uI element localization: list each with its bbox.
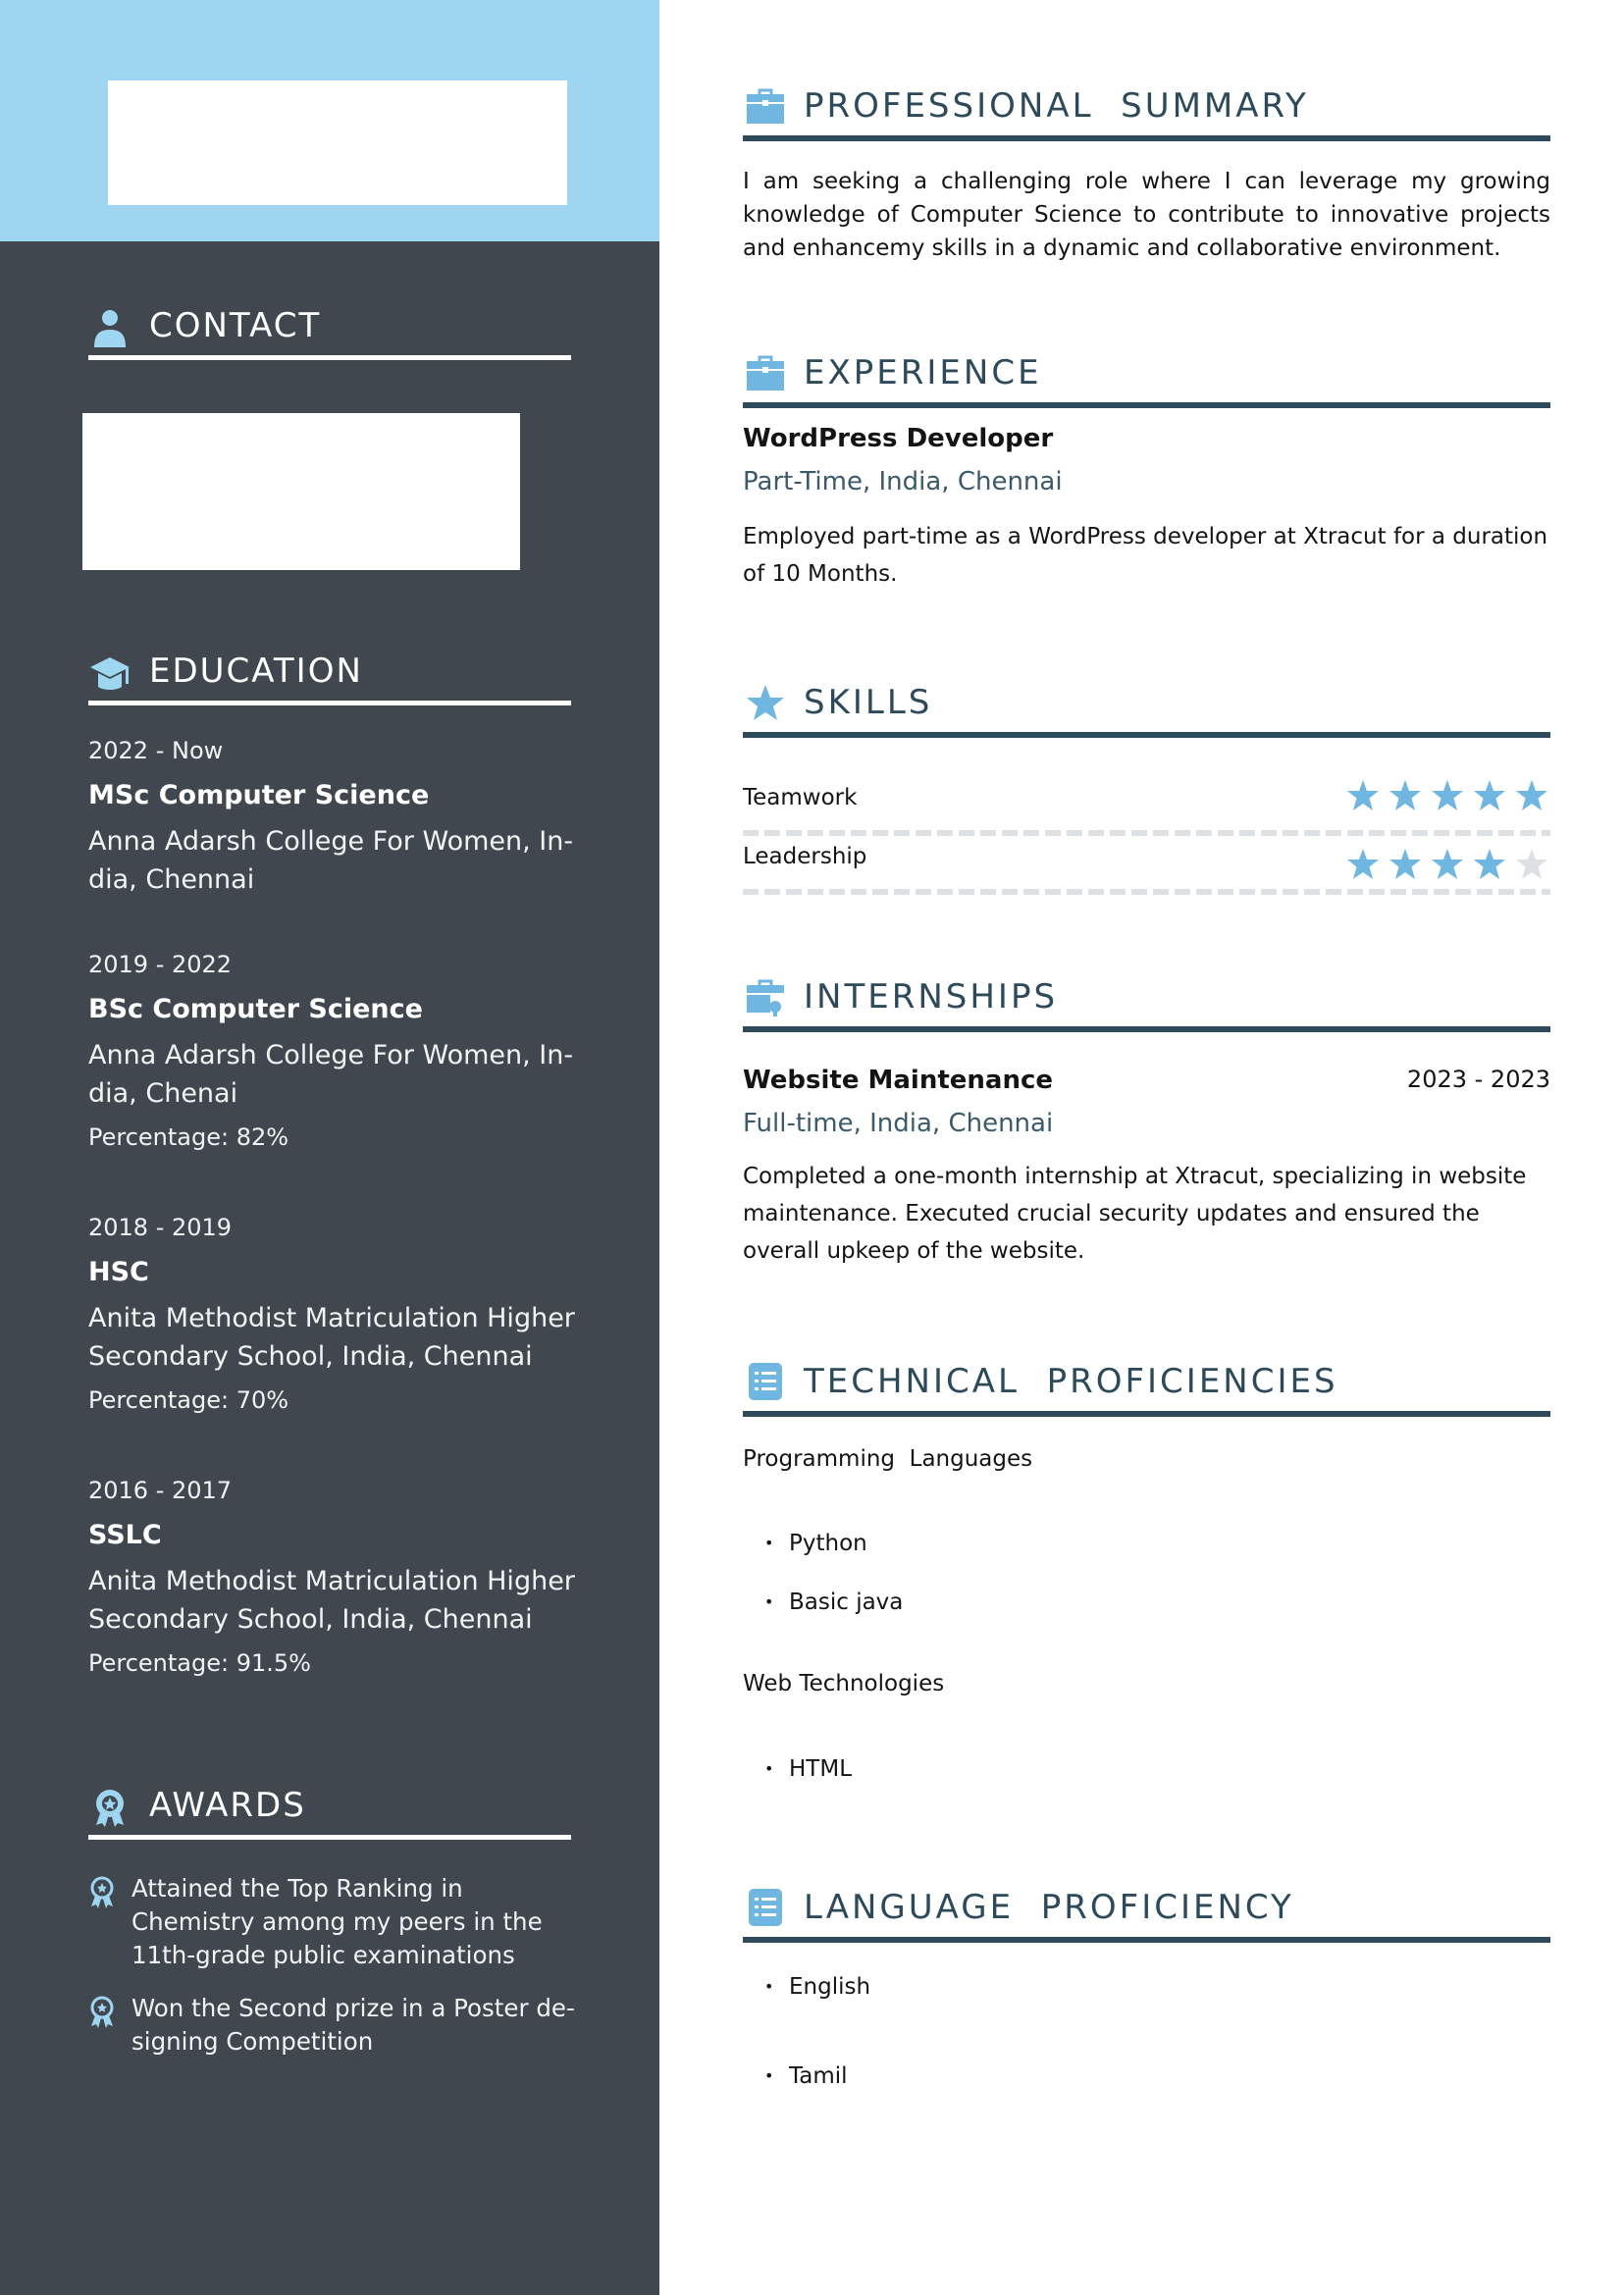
education-dates: 2016 - 2017: [88, 1477, 233, 1504]
heading-rule: [743, 402, 1550, 408]
list-icon: [746, 1888, 785, 1927]
education-percentage: Percentage: 82%: [88, 1123, 289, 1151]
tech-item: [767, 1588, 903, 1617]
tech-item: [767, 1529, 867, 1558]
skill-row: [743, 844, 1550, 903]
sidebar: [0, 0, 659, 2295]
internship-meta: Full-time, India, Chennai: [743, 1109, 1054, 1138]
education-degree: MSc Computer Science: [88, 780, 430, 810]
summary-text: I am seeking a challenging role where I can leverage my growing knowledge of Computer Science to contribute to innovative projects and enhancemy skills in a dynamic and collaborative environment.: [743, 169, 1550, 261]
star-filled-icon: [1431, 848, 1464, 881]
person-icon: [88, 306, 131, 349]
intern-briefcase-icon: [746, 977, 785, 1017]
education-degree: SSLC: [88, 1520, 162, 1550]
education-percentage: Percentage: 70%: [88, 1386, 289, 1414]
award-item: [88, 1872, 579, 1972]
heading-rule: [743, 1937, 1550, 1943]
briefcase-icon: [746, 353, 785, 392]
award-item: [88, 1992, 579, 2059]
star-filled-icon: [1431, 779, 1464, 812]
contact-heading: [88, 304, 571, 363]
contact-title: CONTACT: [149, 306, 322, 345]
experience-heading: [743, 351, 1550, 410]
star-filled-icon: [1388, 779, 1422, 812]
star-filled-icon: [1473, 848, 1506, 881]
name-placeholder-box: [108, 80, 567, 205]
award-text: Attained the Top Ranking in Chemistry among my peers in the 11th-grade public examinations: [131, 1874, 543, 1969]
summary-heading: [743, 84, 1550, 143]
star-filled-icon: [1346, 779, 1380, 812]
star-filled-icon: [1473, 779, 1506, 812]
tech-group-label: Web Technologies: [743, 1671, 945, 1696]
heading-rule: [743, 135, 1550, 141]
internships-title: INTERNSHIPS: [804, 977, 1059, 1017]
tech-item-text: Basic java: [789, 1590, 904, 1615]
language-heading: [743, 1886, 1550, 1945]
internship-dates: 2023 - 2023: [1406, 1066, 1550, 1093]
job-title: WordPress Developer: [743, 424, 1054, 453]
heading-rule: [743, 1411, 1550, 1417]
skills-title: SKILLS: [804, 683, 933, 722]
awards-title: AWARDS: [149, 1786, 306, 1825]
award-badge-icon: [88, 1996, 116, 2029]
education-school: Anita Methodist Matriculation Higher Secondary School, India, Chennai: [88, 1566, 575, 1635]
education-item: [88, 1213, 579, 1415]
education-item: [88, 736, 579, 899]
heading-rule: [88, 355, 571, 360]
tech-item-text: HTML: [789, 1756, 853, 1782]
education-item: [88, 1476, 579, 1678]
job-meta: Part-Time, India, Chennai: [743, 467, 1063, 496]
award-badge-icon: [88, 1876, 116, 1909]
briefcase-icon: [746, 86, 785, 126]
technical-heading: [743, 1360, 1550, 1419]
language-item: [767, 2061, 848, 2091]
heading-rule: [88, 701, 571, 705]
tech-item: [767, 1754, 852, 1784]
heading-rule: [743, 1026, 1550, 1032]
tech-item-text: Python: [789, 1531, 867, 1556]
language-title: LANGUAGE PROFICIENCY: [804, 1888, 1294, 1927]
education-dates: 2019 - 2022: [88, 951, 233, 978]
internships-heading: [743, 975, 1550, 1034]
skill-row: [743, 785, 1550, 844]
dashed-divider: [743, 830, 1550, 836]
job-description: Employed part-time as a WordPress developer at Xtracut for a duration of 10 Months.: [743, 524, 1548, 587]
heading-rule: [743, 732, 1550, 738]
dashed-divider: [743, 889, 1550, 895]
star-filled-icon: [1515, 779, 1548, 812]
graduation-cap-icon: [88, 652, 131, 695]
education-school: Anita Methodist Matriculation Higher Secondary School, India, Chennai: [88, 1303, 575, 1372]
technical-title: TECHNICAL PROFICIENCIES: [804, 1362, 1338, 1401]
language-item-text: English: [789, 1974, 871, 2000]
internship-description: Completed a one-month internship at Xtracut, specializing in website maintenance. Executed crucial security updates and ensured the overall upkeep of the website.: [743, 1164, 1527, 1264]
star-filled-icon: [1388, 848, 1422, 881]
star-empty-icon: [1515, 848, 1548, 881]
education-school: Anna Adarsh College For Women, In-dia, Chennai: [88, 826, 574, 895]
summary-title: PROFESSIONAL SUMMARY: [804, 86, 1309, 126]
language-item-text: Tamil: [789, 2063, 848, 2089]
education-degree: BSc Computer Science: [88, 994, 423, 1024]
language-item: [767, 1972, 870, 2002]
education-percentage: Percentage: 91.5%: [88, 1649, 311, 1677]
internship-title: Website Maintenance: [743, 1066, 1054, 1095]
experience-title: EXPERIENCE: [804, 353, 1042, 392]
contact-placeholder-box: [82, 413, 520, 570]
tech-group-label: Programming Languages: [743, 1446, 1033, 1472]
education-heading: [88, 650, 571, 708]
education-dates: 2018 - 2019: [88, 1214, 233, 1241]
skill-name: Leadership: [743, 844, 867, 869]
star-icon: [746, 683, 785, 722]
education-item: [88, 950, 579, 1152]
list-icon: [746, 1362, 785, 1401]
award-text: Won the Second prize in a Poster de-signing Competition: [131, 1994, 575, 2056]
education-dates: 2022 - Now: [88, 737, 224, 764]
awards-heading: [88, 1784, 571, 1843]
skill-rating: [1346, 779, 1548, 812]
skills-heading: [743, 681, 1550, 740]
education-school: Anna Adarsh College For Women, In-dia, Chenai: [88, 1040, 574, 1109]
star-filled-icon: [1346, 848, 1380, 881]
skill-name: Teamwork: [743, 785, 858, 810]
heading-rule: [88, 1835, 571, 1840]
award-badge-icon: [88, 1786, 131, 1829]
education-degree: HSC: [88, 1257, 149, 1287]
skill-rating: [1346, 848, 1548, 881]
education-title: EDUCATION: [149, 652, 363, 691]
